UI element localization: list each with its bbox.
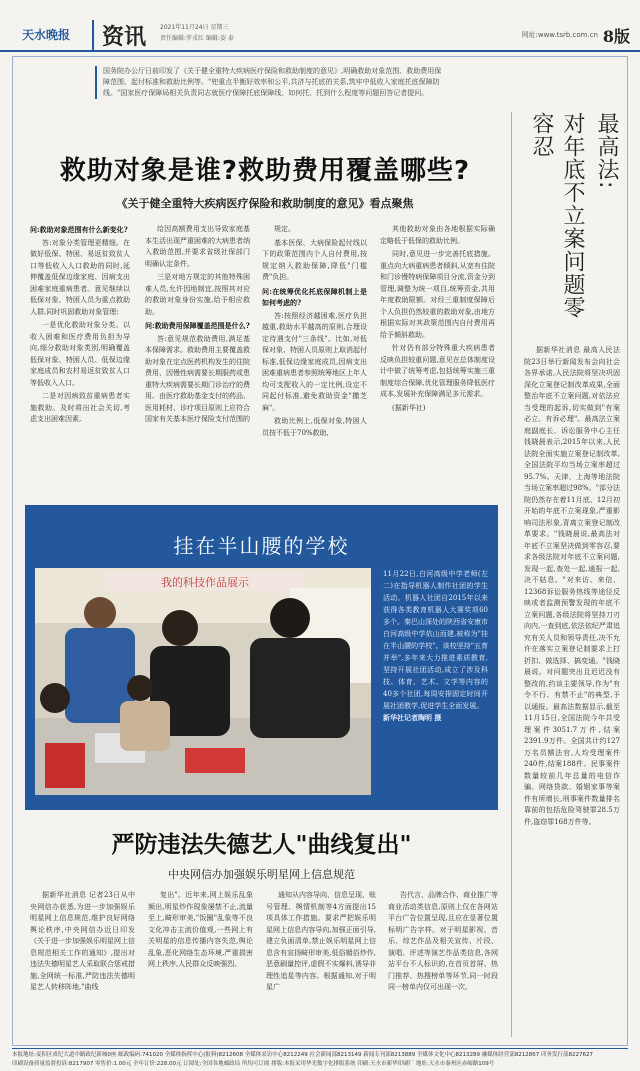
footer-line-1: 本报地址:麦积区成纪大道中路政纪新城0座 邮政编码:741020 全媒体指挥中心(报料)8212608 全媒体采访中心8212249 社会新闻部8213149 新闻专刊部8213889 全媒体文化中心8213289 融媒体经营部8212867 印务发行部8227627 bbox=[12, 1052, 593, 1058]
second-headline: 严防违法失德艺人"曲线复出" bbox=[111, 832, 412, 858]
page-number: 8版 bbox=[602, 27, 630, 46]
editors: 责任编辑:罗戎红 编辑:姿 泰 bbox=[160, 35, 234, 42]
answer-paragraph: 规定。 bbox=[274, 225, 295, 233]
story2-column-1 bbox=[30, 890, 135, 994]
second-subheadline: 中央网信办加强娱乐明星网上信息规范 bbox=[168, 868, 355, 881]
story2-paragraph: 复出"。近年来,网上娱乐乱象频出,明星炒作现象屡禁不止,流量至上,畸形审美,"饭圈"乱象等不良文化冲击主流价值观,一些网上有关明星的信息传播内容失范,舆论乱象,恶化网络生态环境,严重损害网上秩序,人民群众反映强烈。 bbox=[148, 891, 253, 968]
question-line: 问:救助对象范围有什么新变化? bbox=[30, 225, 128, 234]
newspaper-logo: 天水晚报 bbox=[22, 28, 71, 42]
answer-paragraph: 二是对因病致贫重病患者实施救助。及时将出社会关切,考虑支出困难因素, bbox=[30, 392, 130, 423]
issue-date: 2021年11月24日 星期三 bbox=[160, 24, 229, 31]
answer-paragraph: 一是优化救助对象分类。以收入困难和医疗费用负担为导向,细分救助对象类别,明确覆盖低保对象、特困人员、低保边缘家庭成员和农村易返贫致贫人口等低收入人口。 bbox=[30, 321, 130, 387]
right-headline-line-1: 最高法: bbox=[594, 112, 619, 190]
caption-text: 11月22日,白河高级中学老师(左二)在指导机器人制作社团的学生活动。机器人社团自2015年以来获得各类教育机器人大赛奖项60多个。秦巴山深处的陕西省安康市白河高级中学依山而建,被称为"挂在半山腰的学校"。该校坚持"五育并举",多年来大力推进素质教育,坚持开展社团活动,成立了涉及科技、体育、艺术、文学等内容的40多个社团,每周安排固定时间开展社团教学,促进学生全面发展。 bbox=[383, 570, 488, 710]
answer-paragraph: 答:按照经济越困难,医疗负担越重,救助水平越高的原则,合理设定待遇支付"三条线"。比如,对低保对象、特困人员原则上取消起付标准,低保边缘家庭成员,因病支出困难重病患者参照统筹地区上年人均可支配收入的一定比例,设定不同起付标准,避免救助资金"撒芝麻"。 bbox=[262, 311, 367, 412]
footer-info bbox=[12, 1048, 628, 1069]
masthead bbox=[0, 0, 640, 52]
main-subheadline: 《关于健全重特大疾病医疗保险和救助制度的意见》看点聚焦 bbox=[116, 197, 414, 210]
photo-credit: 新华社记者陶明 摄 bbox=[383, 713, 442, 722]
story2-paragraph: 告代言、品牌合作、商业推广等商业活动类信息,原则上仅在各网站平台广告位置呈现,且应在显著位置标明广告字样。对于明星影视、音乐、综艺作品及相关宣传、片段、演唱、评述等演艺作品类信息,各网站平台不人标识的,在首页首屏、热门推荐、热搜榜单等环节,同一时段同一榜单内仅可出现一次。 bbox=[388, 891, 498, 991]
website-url[interactable]: 网址:www.tsrb.com.cn bbox=[521, 31, 598, 39]
section-title: 资讯 bbox=[92, 20, 146, 51]
photo-title: 挂在半山腰的学校 bbox=[173, 534, 350, 558]
story2-column-2 bbox=[148, 890, 253, 971]
right-article bbox=[524, 345, 620, 828]
answer-paragraph: 针对仍有部分特殊重大疾病患者反映负担较重问题,意见在总体制度设计中做了统筹考虑,包括统筹实施三重制度综合保障,优化管理服务降低医疗成本,发展补充保障满足多元需求。 bbox=[380, 344, 495, 398]
main-column-1 bbox=[30, 224, 130, 428]
footer-line-2: 印刷设备质量监督投诉:8217907 零售价:1.00元 全年订价:228.00元 订阅处:全国各地邮政局 所均可订阅 排版:本报采用华光数字化排版系统 印刷:天水市新华印刷厂 地址:天水市秦州区赤峪路109号 bbox=[12, 1061, 495, 1067]
intro-text: 国务院办公厅日前印发了《关于健全重特大疾病医疗保险和救助制度的意见》,明确救助对象范围、救助费用保障范围、起付标准和救助比例等。"兜重点半衡好效率和公平,共济与托底的关系,筑牢中低收入家庭托底保障防线。"国家医疗保障局相关负责同志就医疗保障托底保障线、如何托、托到什么程度等问题回答记者提问。 bbox=[95, 66, 443, 99]
story2-paragraph: 据新华社消息 记者23日从中央网信办获悉,为进一步加强娱乐明星网上信息规范,维护良好网络舆论秩序,中央网信办近日印发《关于进一步加强娱乐明星网上信息规范相关工作的通知》,提出对违法失德明星艺人采取联合惩戒措施,全网统一标准,严防违法失德明星艺人转移阵地,"曲线 bbox=[30, 891, 135, 991]
story2-paragraph: 通知从内容导向、信息呈现、账号管理、舆情机制等4方面提出15项具体工作措施。要求严把娱乐明星网上信息内容导向,加强正面引导,建立负面清单,禁止娱乐明星网上信息含有宣扬畸形审美,低俗媚俗炒作,恶意刷量控评,虚假不实爆料,诱导非理性追星等内容。根据通知,对于明星广 bbox=[266, 891, 376, 991]
question-line: 问:在统筹优化托底保障机制上是如何考虑的? bbox=[262, 286, 367, 307]
answer-paragraph: 基本医保、大病保险起付线以下的政策范围内个人自付费用,按规定纳入救助保障,降低"门槛费"负担。 bbox=[262, 238, 367, 281]
answer-paragraph: 同时,意见进一步完善托底措施。重点向大病重病患者倾斜,从宽有住院和门诊慢特病保障项目分流,资金分到管理,调整为统一项目,统筹资金,共用年度救助限额。对经三重制度保障后个人负担仍然较重的救助对象,由地方根据实际对其政策范围内自付费用再给予倾斜救助。 bbox=[380, 250, 495, 339]
right-headline-line-2: 对年底不立案问题零容忍 bbox=[529, 112, 585, 319]
question-line: 问:救助费用保障覆盖范围是什么? bbox=[145, 321, 250, 330]
answer-paragraph: 答:对象分类管理更精细。在做好低保、特困、易返贫致贫人口等低收入人口救助的同时,延伸覆盖低保边缘家庭、因病支出困难家庭重病患者。意见继续以低保对象、特困人员为重点救助人群,同时巩固救助对象管理: bbox=[30, 238, 130, 316]
classroom-robot-photo bbox=[35, 568, 371, 795]
right-article-text: 据新华社消息 最高人民法院23日举行新闻发布会向社会各界承诺,人民法院将坚决巩固深化立案登记制改革成果,全面整治年底不立案问题,对依法应当受理的起诉,切实做到"有案必立、有诉必理"。最高法立案庭副庭长、诉讼服务中心主任钱晓晨表示,2015年以来,人民法院全面实施立案登记制改革,全国法院平均当场立案率超过95.7%。天津、上海等地法院当场立案率超过98%。"部分法院仍然存在着11月底、12月初开始的年底不立案现象,严重影响司法形象,背离立案登记制改革要求。"钱晓晨说,最高法对年底不立案坚决做到零容忍,要求各级法院对年底不立案问题,发现一起,查处一起,通报一起,决不姑息。"对来访、来信、12368诉讼服务热线等途径反映或者监测预警发现的年底不立案问题,各级法院将坚持刀刃向内,一查到底,依法依纪严肃追究有关人员和领导责任,决不允许在落实立案登记制要求上打折扣、做选择、搞变通。"钱晓晨说。对问题突出且迟迟没有整改的,约谈主要领导,作为"有令不行、有禁不止"的典型,予以通报。最高法数据显示,截至11月15日,全国法院今年共受理案件3051.7万件,结案2391.9万件。全国共计约127万名员额法官,人均受理案件240件,结案188件。民事案件数量较前几年总量的电信诈骗、网络贷款、婚姻家事等案件有所增长,刑事案件数量排名靠前的包括危险驾驶罪28.5万件,盗窃罪168万件等。 bbox=[524, 346, 620, 826]
photo-caption bbox=[383, 568, 488, 724]
news-photo bbox=[35, 568, 371, 795]
story2-column-4 bbox=[388, 890, 498, 994]
answer-paragraph: 给因高额费用支出导致家庭基本生活出现严重困难的大病患者纳入救助范围,并要求省级社保部门明确认定条件。 bbox=[145, 225, 250, 268]
photo-banner-text: 我的科技作品展示 bbox=[161, 576, 249, 589]
answer-paragraph: (据新华社) bbox=[392, 403, 426, 412]
answer-paragraph: 救助比例上,低保对象,特困人员按不低于70%救助, bbox=[262, 417, 367, 437]
answer-paragraph: 三是对地方规定的其他特殊困难人员,允许因地制宜,按照其对应的救助对象身份实施,给予相应救助。 bbox=[145, 273, 250, 316]
column-divider bbox=[511, 112, 512, 1037]
main-column-4 bbox=[380, 224, 495, 416]
story2-column-3 bbox=[266, 890, 376, 994]
answer-paragraph: 答:意见规范救助费用,满足基本保障需求。救助费用主要覆盖救助对象在定点医药机构发生的住院费用、因慢性病需要长期服药或患重特大疾病需要长期门诊治疗的费用。由医疗救助基金支付的药品、医用耗材、诊疗项目原则上应符合国家有关基本医疗保险支付范围的 bbox=[145, 334, 250, 423]
answer-paragraph: 其他救助对象由各地根据实际确定略低于低保的救助比例。 bbox=[380, 225, 495, 245]
right-vertical-headline bbox=[529, 112, 622, 337]
main-column-3 bbox=[262, 224, 367, 441]
main-headline: 救助对象是谁?救助费用覆盖哪些? bbox=[59, 156, 471, 186]
main-column-2 bbox=[145, 224, 250, 428]
